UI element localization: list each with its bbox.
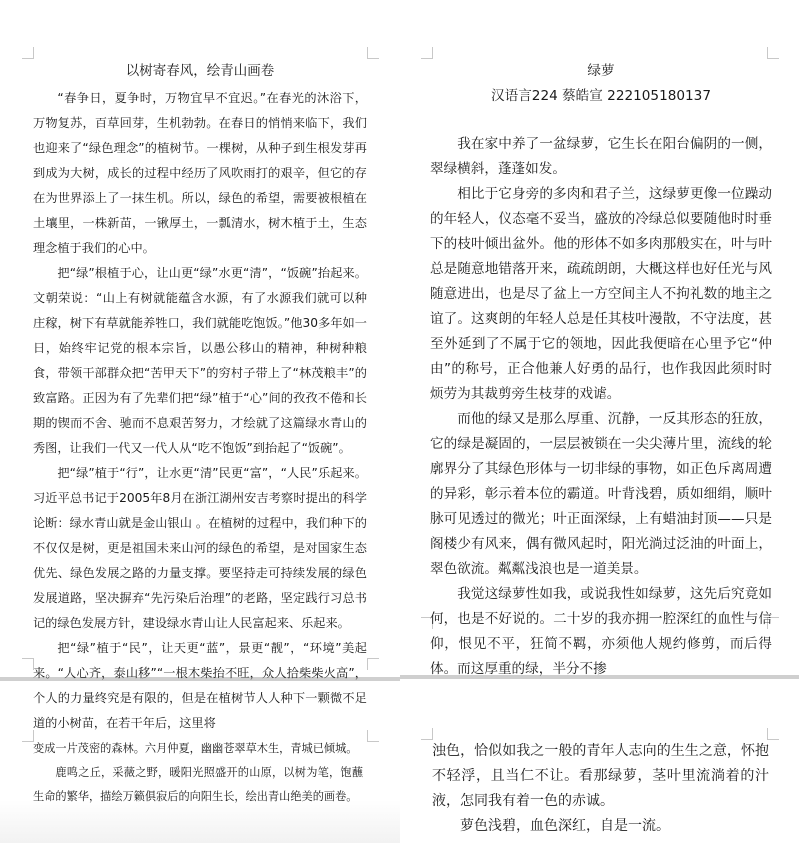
paragraph: 浊色，恰似如我之一般的青年人志向的生生之意，怀抱不轻浮，且当仁不让。看那绿萝，茎叶里流淌着的汁液，怎同我有着一色的赤诚。 [432, 743, 769, 809]
margin-corner-mark [767, 47, 779, 59]
right-document-page-2-body [432, 739, 769, 839]
paragraph: 把“绿”植于“民”，让天更“蓝”，景更“靓”，“环境”美起来。“人心齐，泰山移”“一根木柴抬不旺，众人拾柴柴火高”，个人的力量终究是有限的，但是在植树节人人种下一颗微不足道的小树苗，在若干年后，这里将 [33, 641, 367, 730]
document-title: 绿萝 [587, 63, 615, 79]
paragraph: 萝色浅碧，血色深红，自是一流。 [460, 818, 670, 834]
paragraph: 我在家中养了一盆绿萝，它生长在阳台偏阴的一侧，翠绿横斜，蓬蓬如发。 [430, 136, 772, 177]
paragraph: 鹿鸣之丘，采薇之野，暖阳光照盛开的山原，以树为笔，饱蘸生命的繁华，描绘万籁俱寂后的向阳生长，绘出青山绝美的画卷。 [33, 766, 363, 803]
document-title: 以树寄春风，绘青山画卷 [125, 63, 275, 79]
margin-corner-mark [421, 47, 433, 59]
paragraph: 相比于它身旁的多肉和君子兰，这绿萝更像一位躁动的年轻人，仪态毫不妥当，盛放的冷绿总似要随他时时垂下的枝叶倾出盆外。他的形体不如多肉那般实在，叶与叶总是随意地错落开来，疏疏朗朗，大概这样也好任光与风随意进出，也是尽了盆上一方空间主人不拘礼数的地主之谊了。这爽朗的年轻人总是任其枝叶漫散，不守法度，甚至外延到了不属于它的领地，因此我便暗在心里予它“仲由”的称号，正合他兼人好勇的品行，也作我因此须时时烦劳为其裁剪旁生枝芽的戏谑。 [430, 186, 772, 402]
left-document-body [33, 60, 367, 736]
right-document-body [430, 59, 772, 682]
margin-corner-mark [22, 47, 34, 59]
paragraph: “春争日，夏争时，万物宜早不宜迟。”在春光的沐浴下，万物复苏，百草回芽，生机勃勃。在春日的悄悄来临下，我们也迎来了“绿色理念”的植树节。一棵树，从种子到生根发芽再到成为大树，成长的过程中经历了风吹雨打的艰辛，但它的存在为世界添上了一抹生机。所以，绿色的希望，需要被根植在土壤里，一株新苗，一锹厚土，一瓢清水，树木植于土，生态理念植于我们的心中。 [33, 91, 367, 255]
margin-corner-mark [367, 658, 379, 670]
margin-corner-mark [367, 47, 379, 59]
margin-corner-mark [367, 730, 379, 742]
paragraph: 把“绿”根植于心，让山更“绿”水更“清”，“饭碗”抬起来。文朝荣说：“山上有树就能蕴含水源，有了水源我们就可以种庄稼，树下有草就能养牲口，我们就能吃饱饭。”他30多年如一日，始终牢记党的根本宗旨，以愚公移山的精神，种树种粮食，带领干部群众把“苦甲天下”的穷村子带上了“林茂粮丰”的致富路。正因为有了先辈们把“绿”植于“心”间的孜孜不倦和长期的锲而不舍、驰而不息艰苦努力，才绘就了这篇绿水青山的秀图，让我们一代又一代人从“吃不饱饭”到抬起了“饭碗”。 [33, 266, 367, 455]
paragraph: 变成一片茂密的森林。六月仲夏，幽幽苍翠草木生，青城已倾城。 [33, 742, 358, 755]
author-line: 汉语言224 蔡皓宣 222105180137 [491, 88, 711, 104]
paragraph: 把“绿”植于“行”，让水更“清”民更“富”，“人民”乐起来。习近平总书记于2005年8月在浙江湖州安吉考察时提出的科学论断：绿水青山就是金山银山 。在植树的过程中，我们种下的不仅仅是树，更是祖国未来山河的绿色的希望，是对国家生态优先、绿色发展之路的力量支撑。要坚持走可持续发展的绿色发展道路，坚决摒弃“先污染后治理”的老路，坚定践行习总书记的绿色发展方针，建设绿水青山让人民富起来、乐起来。 [33, 466, 367, 630]
left-document-page-2-body [33, 737, 363, 809]
paragraph: 而他的绿又是那么厚重、沉静，一反其形态的狂放，它的绿是凝固的，一层层被锁在一尖尖薄片里，流线的轮廓界分了其绿色形体与一切非绿的事物，如正色斥离周遭的异彩，彰示着本位的霸道。叶背浅碧，质如细绢，顺叶脉可见透过的微光；叶正面深绿，上有蜡油封顶——只是阁楼少有风来，偶有微风起时，阳光淌过泛油的叶面上，翠色欲流。粼粼浅浪也是一道美景。 [430, 411, 772, 577]
paragraph: 我觉这绿萝性如我，或说我性如绿萝，这先后究竟如何，也是不好说的。二十岁的我亦拥一腔深红的血性与信仰，恨见不平，狂简不羁，亦须他人规约修剪，而后得体。而这厚重的绿，半分不掺 [430, 586, 772, 677]
